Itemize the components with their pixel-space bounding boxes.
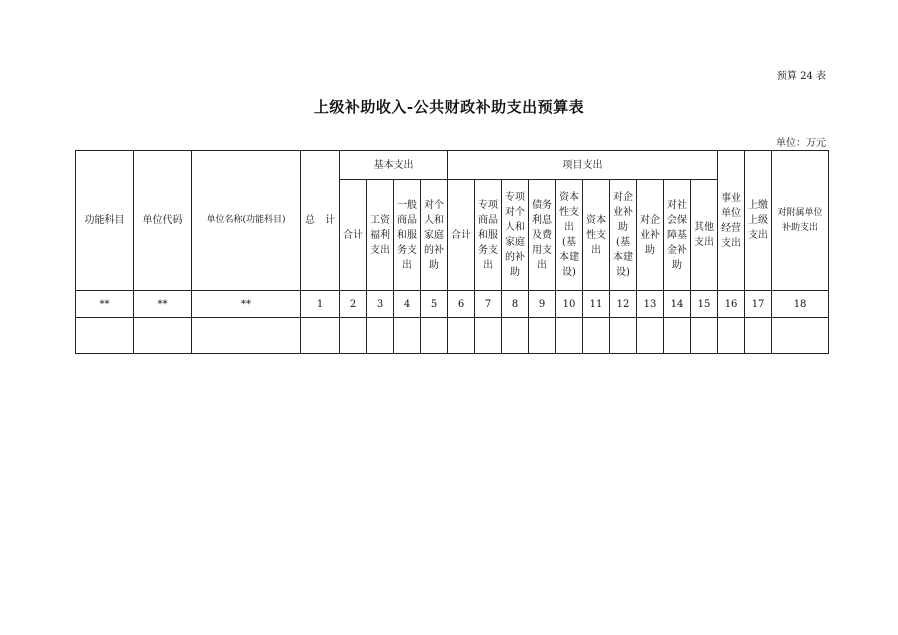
- header-basic-personal: 对个人和家庭的补助: [421, 180, 448, 291]
- index-cell: 2: [340, 291, 367, 318]
- data-cell: [691, 318, 718, 354]
- data-cell: [529, 318, 556, 354]
- header-project-debt: 债务利息及费用支出: [529, 180, 556, 291]
- index-cell: **: [192, 291, 301, 318]
- header-basic-sum: 合计: [340, 180, 367, 291]
- data-cell: [421, 318, 448, 354]
- data-cell: [583, 318, 610, 354]
- header-project-enterprise: 对企业补助: [637, 180, 664, 291]
- header-row-groups: [76, 151, 829, 180]
- header-business-expense: 事业单位经营支出: [718, 151, 745, 291]
- index-cell: 6: [448, 291, 475, 318]
- data-cell: [475, 318, 502, 354]
- index-cell: 7: [475, 291, 502, 318]
- data-cell: [301, 318, 340, 354]
- header-project-social: 对社会保障基金补助: [664, 180, 691, 291]
- data-cell: [448, 318, 475, 354]
- index-cell: 3: [367, 291, 394, 318]
- form-number: 预算 24 表: [776, 71, 826, 82]
- header-basic-goods: 一般商品和服务支出: [394, 180, 421, 291]
- header-project-sum: 合计: [448, 180, 475, 291]
- index-cell: 17: [745, 291, 772, 318]
- header-basic-group: 基本支出: [340, 151, 448, 180]
- header-project-capital-basic: 资本性支出(基本建设): [556, 180, 583, 291]
- data-cell: [772, 318, 829, 354]
- data-cell: [502, 318, 529, 354]
- index-cell: 1: [301, 291, 340, 318]
- index-row: [76, 291, 829, 318]
- data-cell: [394, 318, 421, 354]
- index-cell: 12: [610, 291, 637, 318]
- data-cell: [134, 318, 192, 354]
- table-row: [76, 318, 829, 354]
- index-cell: 8: [502, 291, 529, 318]
- header-total: 总 计: [301, 151, 340, 291]
- index-cell: **: [134, 291, 192, 318]
- data-cell: [556, 318, 583, 354]
- header-unit-name: 单位名称(功能科目): [192, 151, 301, 291]
- data-cell: [637, 318, 664, 354]
- data-cell: [76, 318, 134, 354]
- data-cell: [192, 318, 301, 354]
- header-project-capital: 资本性支出: [583, 180, 610, 291]
- data-cell: [745, 318, 772, 354]
- index-cell: **: [76, 291, 134, 318]
- data-cell: [367, 318, 394, 354]
- header-turnover-expense: 上缴上级支出: [745, 151, 772, 291]
- data-cell: [664, 318, 691, 354]
- index-cell: 9: [529, 291, 556, 318]
- index-cell: 14: [664, 291, 691, 318]
- page-title: 上级补助收入-公共财政补助支出预算表: [313, 98, 585, 116]
- index-cell: 11: [583, 291, 610, 318]
- data-cell: [718, 318, 745, 354]
- header-func-subject: 功能科目: [76, 151, 134, 291]
- unit-label: 单位：万元: [776, 138, 826, 149]
- header-project-other: 其他支出: [691, 180, 718, 291]
- index-cell: 13: [637, 291, 664, 318]
- header-unit-code: 单位代码: [134, 151, 192, 291]
- index-cell: 5: [421, 291, 448, 318]
- budget-table: [75, 150, 829, 354]
- data-cell: [610, 318, 637, 354]
- header-project-enterprise-basic: 对企业补助(基本建设): [610, 180, 637, 291]
- header-project-goods: 专项商品和服务支出: [475, 180, 502, 291]
- index-cell: 18: [772, 291, 829, 318]
- index-cell: 10: [556, 291, 583, 318]
- data-cell: [340, 318, 367, 354]
- index-cell: 15: [691, 291, 718, 318]
- header-project-group: 项目支出: [448, 151, 718, 180]
- index-cell: 16: [718, 291, 745, 318]
- index-cell: 4: [394, 291, 421, 318]
- header-basic-salary: 工资福利支出: [367, 180, 394, 291]
- header-project-personal: 专项对个人和家庭的补助: [502, 180, 529, 291]
- header-affiliated-subsidy: 对附属单位补助支出: [772, 151, 829, 291]
